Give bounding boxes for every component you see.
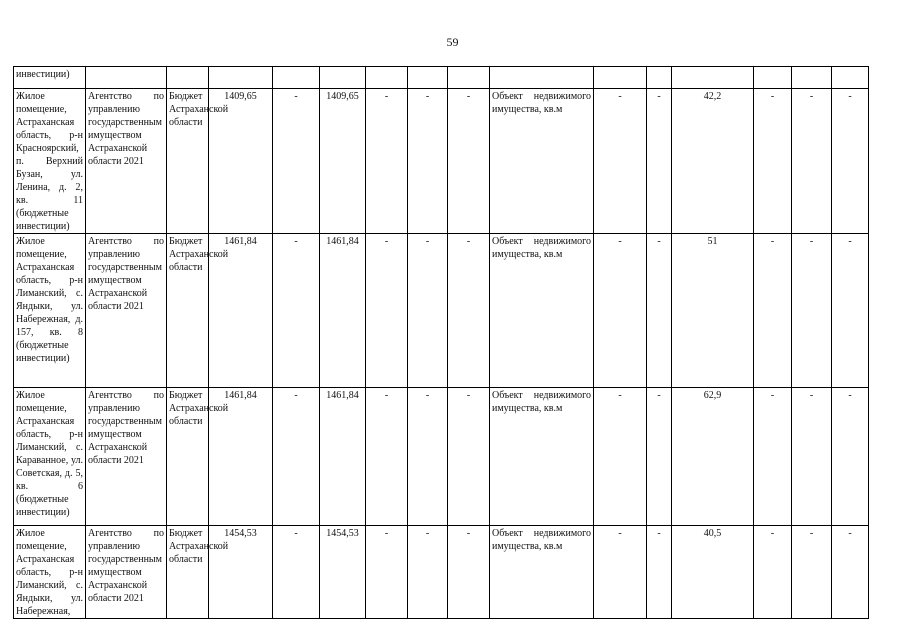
value-cell: -: [366, 234, 408, 388]
value-cell: -: [832, 234, 869, 388]
agency-cell: Агентство по управлению государственным имуществом Астраханской области 2021: [86, 388, 167, 526]
value-cell: -: [273, 388, 320, 526]
value-cell: -: [408, 234, 448, 388]
value-cell: -: [594, 234, 647, 388]
indicator-cell: Объект недвижимого имущества, кв.м: [490, 234, 594, 388]
table-row-carryover: [14, 67, 869, 89]
area-cell: 42,2: [672, 89, 754, 234]
value-cell: 1461,84: [320, 388, 366, 526]
total-cell: 1461,84: [209, 388, 273, 526]
value-cell: -: [792, 388, 832, 526]
value-cell: -: [273, 89, 320, 234]
agency-cell: Агентство по управлению государственным имуществом Астраханской области 2021: [86, 526, 167, 619]
budget-table: [13, 66, 869, 619]
area-cell: 62,9: [672, 388, 754, 526]
value-cell: -: [366, 388, 408, 526]
value-cell: -: [594, 388, 647, 526]
total-cell: 1409,65: [209, 89, 273, 234]
table-row: [14, 234, 869, 388]
value-cell: -: [594, 89, 647, 234]
value-cell: -: [792, 89, 832, 234]
value-cell: -: [408, 388, 448, 526]
value-cell: -: [647, 388, 672, 526]
object-cell: Жилое помещение, Астраханская область, р-н Лиманский, с. Яндыки, ул. Набережная,: [14, 526, 86, 619]
budget-cell: Бюджет Астраханской области: [167, 89, 209, 234]
value-cell: -: [448, 388, 490, 526]
object-cell: Жилое помещение, Астраханская область, р-н Лиманский, с. Яндыки, ул. Набережная, д. 157, кв. 8 (бюджетные инвестиции): [14, 234, 86, 388]
area-cell: 40,5: [672, 526, 754, 619]
value-cell: -: [792, 234, 832, 388]
value-cell: -: [408, 89, 448, 234]
value-cell: -: [366, 89, 408, 234]
object-cell: Жилое помещение, Астраханская область, р-н Красноярский, п. Верхний Бузан, ул. Ленина, д. 2, кв. 11 (бюджетные инвестиции): [14, 89, 86, 234]
value-cell: -: [448, 526, 490, 619]
agency-cell: Агентство по управлению государственным имуществом Астраханской области 2021: [86, 89, 167, 234]
value-cell: 1454,53: [320, 526, 366, 619]
indicator-cell: Объект недвижимого имущества, кв.м: [490, 388, 594, 526]
value-cell: -: [273, 526, 320, 619]
indicator-cell: Объект недвижимого имущества, кв.м: [490, 526, 594, 619]
value-cell: -: [448, 89, 490, 234]
value-cell: 1409,65: [320, 89, 366, 234]
value-cell: -: [594, 526, 647, 619]
object-cell: Жилое помещение, Астраханская область, р-н Лиманский, с. Караванное, ул. Советская, д. 5, кв. 6 (бюджетные инвестиции): [14, 388, 86, 526]
value-cell: -: [647, 526, 672, 619]
value-cell: -: [408, 526, 448, 619]
page-number: 59: [446, 35, 459, 49]
budget-cell: Бюджет Астраханской области: [167, 234, 209, 388]
value-cell: -: [647, 234, 672, 388]
value-cell: -: [754, 234, 792, 388]
value-cell: -: [754, 526, 792, 619]
value-cell: -: [366, 526, 408, 619]
value-cell: -: [792, 526, 832, 619]
value-cell: -: [273, 234, 320, 388]
total-cell: 1461,84: [209, 234, 273, 388]
total-cell: 1454,53: [209, 526, 273, 619]
value-cell: -: [754, 89, 792, 234]
table-row: [14, 526, 869, 619]
value-cell: -: [448, 234, 490, 388]
carryover-cell: инвестиции): [14, 67, 86, 89]
table-row: [14, 89, 869, 234]
area-cell: 51: [672, 234, 754, 388]
budget-cell: Бюджет Астраханской области: [167, 526, 209, 619]
value-cell: -: [832, 526, 869, 619]
value-cell: -: [832, 388, 869, 526]
value-cell: -: [754, 388, 792, 526]
value-cell: -: [647, 89, 672, 234]
table-row: [14, 388, 869, 526]
agency-cell: Агентство по управлению государственным имуществом Астраханской области 2021: [86, 234, 167, 388]
budget-cell: Бюджет Астраханской области: [167, 388, 209, 526]
value-cell: 1461,84: [320, 234, 366, 388]
indicator-cell: Объект недвижимого имущества, кв.м: [490, 89, 594, 234]
value-cell: -: [832, 89, 869, 234]
